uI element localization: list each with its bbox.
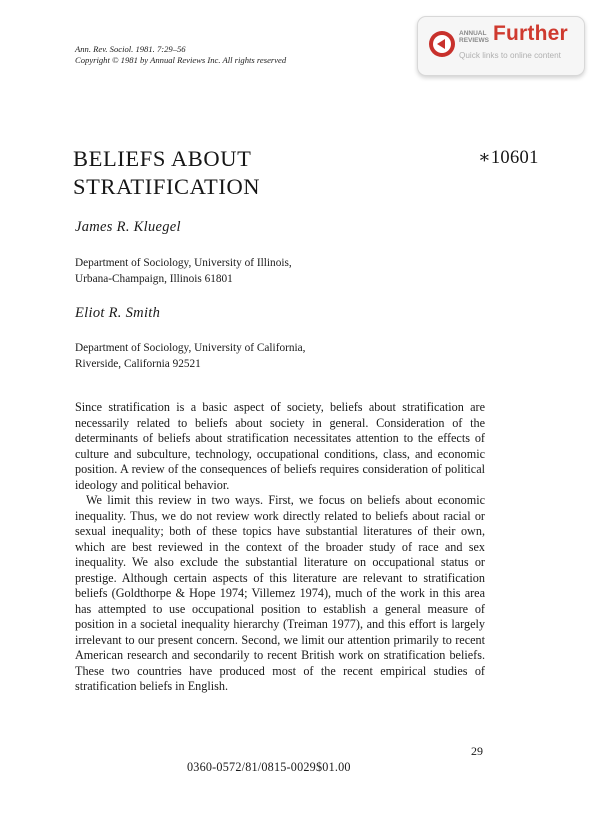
- copyright-notice: Copyright © 1981 by Annual Reviews Inc. All rights reserved: [75, 55, 287, 65]
- author-name: James R. Kluegel: [75, 219, 181, 235]
- further-label: Further: [493, 22, 568, 45]
- author-affiliation: [75, 256, 292, 287]
- affiliation-line: Riverside, California 92521: [75, 357, 201, 370]
- affiliation-line: Department of Sociology, University of California,: [75, 342, 306, 354]
- price-code: 0360-0572/81/0815-0029$01.00: [187, 760, 351, 774]
- article-title: [73, 145, 260, 201]
- article-title-line: BELIEFS ABOUT: [73, 146, 252, 171]
- annual-reviews-wordmark: ANNUAL REVIEWS: [459, 30, 489, 44]
- affiliation-line: Department of Sociology, University of Illinois,: [75, 257, 292, 269]
- author-affiliation: [75, 341, 306, 372]
- annual-reviews-further-badge[interactable]: [417, 16, 585, 76]
- journal-citation: Ann. Rev. Sociol. 1981. 7:29–56: [75, 44, 186, 54]
- article-body: [75, 400, 485, 695]
- annual-reviews-logo-icon: [429, 31, 455, 57]
- body-paragraph: Since stratification is a basic aspect of society, beliefs about stratification are necessarily related to beliefs about society in general. Consideration of the determinants of beliefs about stratification necessitates attention to the effects of culture and subculture, technology, occupational conditions, class, and economic position. A review of the consequences of beliefs requires consideration of political ideology and political behavior.: [75, 400, 485, 492]
- author-name: Eliot R. Smith: [75, 305, 161, 321]
- body-paragraph: We limit this review in two ways. First, we focus on beliefs about economic inequality. Thus, we do not review work directly related to beliefs about racial or sexual inequality; both of these topics have substantial literatures of their own, which are best reviewed in the context of the broader study of race and sex inequality. We also exclude the substantial literature on occupational status or prestige. Although certain aspects of this literature are relevant to stratification beliefs (Goldthorpe & Hope 1974; Villemez 1974), much of the work in this area has attempted to use occupational position to establish a general measure of position in a societal inequality hierarchy (Treiman 1977), and this effort is largely irrelevant to our present concern. Second, we limit our attention primarily to recent American research and secondarily to recent British work on stratification beliefs. These two countries have produced most of the recent empirical studies of stratification beliefs in English.: [75, 493, 485, 693]
- article-title-line: STRATIFICATION: [73, 174, 261, 199]
- further-tagline: Quick links to online content: [459, 51, 561, 60]
- page-number: 29: [471, 744, 483, 758]
- journal-citation-block: [75, 44, 286, 66]
- document-number: ∗10601: [478, 148, 539, 168]
- affiliation-line: Urbana-Champaign, Illinois 61801: [75, 272, 233, 285]
